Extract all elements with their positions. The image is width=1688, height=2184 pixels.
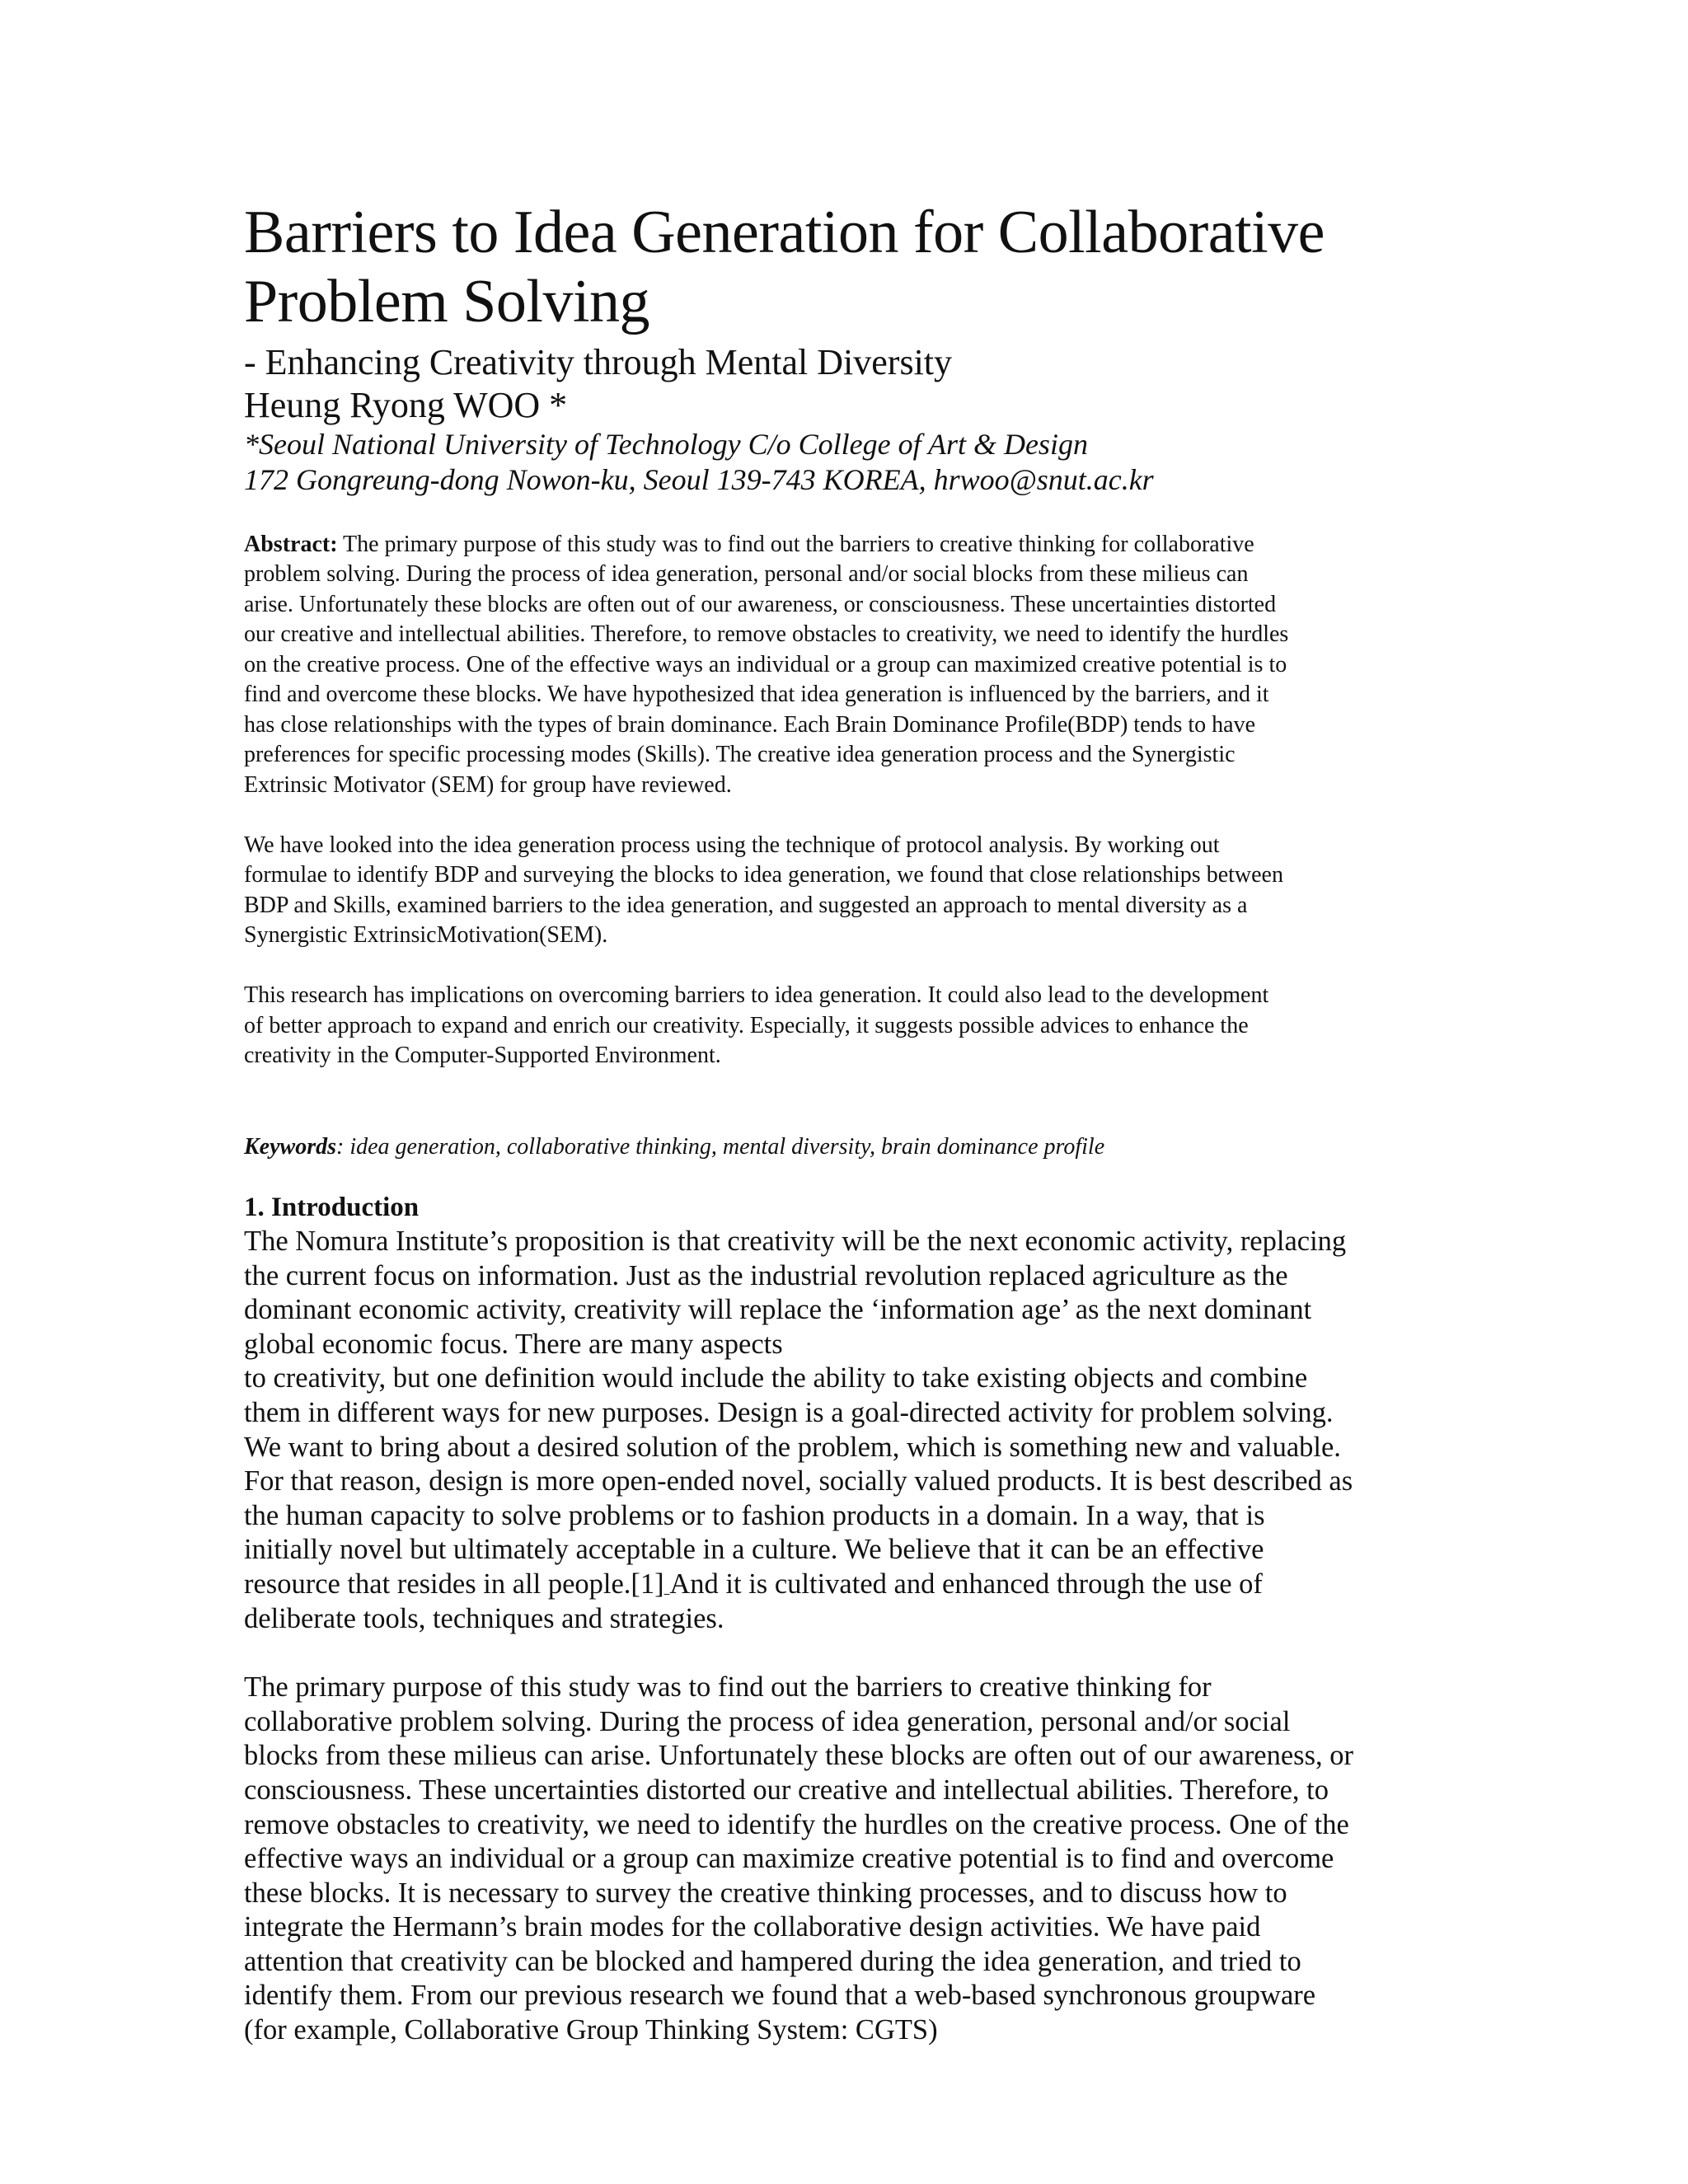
paper-title xyxy=(244,198,1464,336)
intro-paragraph-1-text-b: And it is cultivated and enhanced through the use of deliberate tools, techniques and strategies. xyxy=(244,1568,1263,1634)
abstract-paragraph-1 xyxy=(244,530,1464,801)
author-name: Heung Ryong WOO * xyxy=(244,385,568,425)
abstract-text-1: The primary purpose of this study was to find out the barriers to creative thinking for collaborative problem solving. During the process of idea generation, personal and/or social blocks from these milieus can arise. Unfortunately these blocks are often out of our awareness, or consciousness. These uncertainties distorted our creative and intellectual abilities. Therefore, to remove obstacles to creativity, we need to identify the hurdles on the creative process. One of the effective ways an individual or a group can maximized creative potential is to find and overcome these blocks. We have hypothesized that idea generation is influenced by the barriers, and it has close relationships with the types of brain dominance. Each Brain Dominance Profile(BDP) tends to have preferences for specific processing modes (Skills). The creative idea generation process and the Synergistic Extrinsic Motivator (SEM) for group have reviewed. xyxy=(244,531,1289,798)
section-heading-introduction: 1. Introduction xyxy=(244,1193,420,1222)
abstract-paragraph-3: This research has implications on overcoming barriers to idea generation. It could also lead to the development of better approach to expand and enrich our creativity. Especially, it suggests possible advices to enhance the creativity in the Computer-Supported Environment. xyxy=(244,982,1269,1068)
affiliation-line2: 172 Gongreung-dong Nowon-ku, Seoul 139-743 KOREA, hrwoo@snut.ac.kr xyxy=(244,463,1154,496)
abstract xyxy=(244,499,1464,1101)
keywords-text: : idea generation, collaborative thinking, mental diversity, brain dominance profile xyxy=(336,1134,1105,1160)
intro-paragraph-1 xyxy=(244,1225,1464,1636)
paper-title-line2: Problem Solving xyxy=(244,268,650,335)
abstract-label: Abstract: xyxy=(244,531,338,557)
paper-subtitle: - Enhancing Creativity through Mental Diversity xyxy=(244,342,953,382)
paper-title-line1: Barriers to Idea Generation for Collaborative xyxy=(244,199,1325,266)
abstract-paragraph-2: We have looked into the idea generation process using the technique of protocol analysis. By working out formulae to identify BDP and surveying the blocks to idea generation, we found that close relationships between BDP and Skills, examined barriers to the idea generation, and suggested an approach to mental diversity as a Synergistic ExtrinsicMotivation(SEM). xyxy=(244,832,1283,948)
affiliation-line1: *Seoul National University of Technology C/o College of Art & Design xyxy=(244,428,1088,461)
keywords-label: Keywords xyxy=(244,1134,336,1160)
keywords xyxy=(244,1132,1464,1162)
intro-paragraph-1-text-a: The Nomura Institute’s proposition is that creativity will be the next economic activity, replacing the current focus on information. Just as the industrial revolution replaced agriculture as the dominant economic activity, creativity will replace the ‘information age’ as the next dominant global economic focus. There are many aspects to creativity, but one definition would include the ability to take existing objects and combine them in different ways for new purposes. Design is a goal-directed activity for problem solving. We want to bring about a desired solution of the problem, which is something new and valuable. For that reason, design is more open-ended novel, socially valued products. It is best described as the human capacity to solve problems or to fashion products in a domain. In a way, that is initially novel but ultimately acceptable in a culture. We believe that it can be an effective resource that resides in all people.[1] xyxy=(244,1226,1353,1600)
paper-page xyxy=(244,198,1464,2048)
intro-paragraph-2: The primary purpose of this study was to find out the barriers to creative thinking for collaborative problem solving. During the process of idea generation, personal and/or social blocks from these milieus can arise. Unfortunately these blocks are often out of our awareness, or consciousness. These uncertainties distorted our creative and intellectual abilities. Therefore, to remove obstacles to creativity, we need to identify the hurdles on the creative process. One of the effective ways an individual or a group can maximize creative potential is to find and overcome these blocks. It is necessary to survey the creative thinking processes, and to discuss how to integrate the Hermann’s brain modes for the collaborative design activities. We have paid attention that creativity can be blocked and hampered during the idea generation, and tried to identify them. From our previous research we found that a web-based synchronous groupware (for example, Collaborative Group Thinking System: CGTS) xyxy=(244,1671,1354,2046)
